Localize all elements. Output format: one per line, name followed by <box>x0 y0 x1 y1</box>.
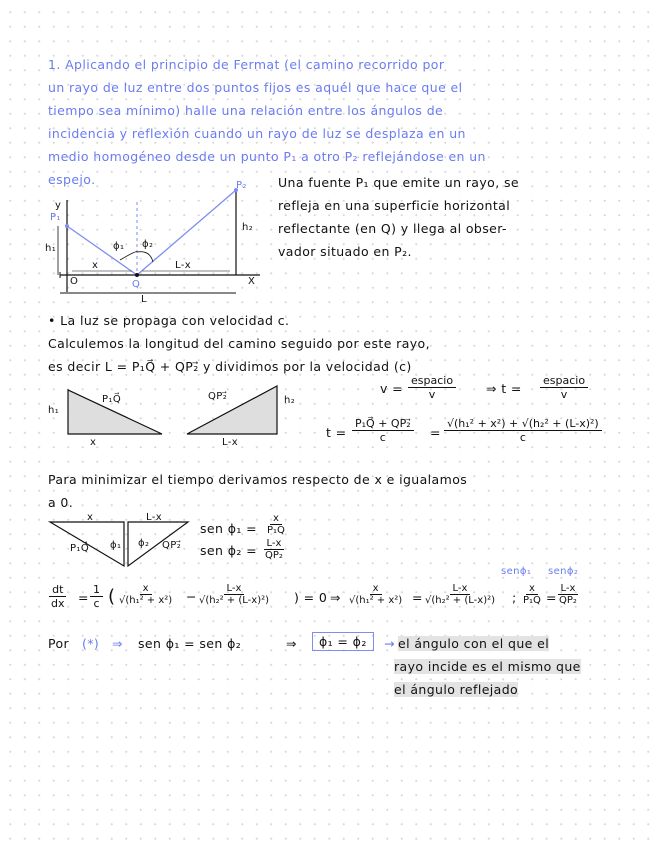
time-den: v <box>560 388 568 401</box>
time-eq-num1: P₁Q⃗ + QP₂⃗ <box>352 417 414 431</box>
deriv-eq2: = <box>412 590 423 605</box>
conclusion-implies-2: ⇒ <box>286 636 297 651</box>
fig2-phi2-label: ϕ₂ <box>138 538 150 549</box>
deriv-b-den: √(h₂² + (L-x)²) <box>199 595 269 606</box>
sen-phi2-num: L-x <box>264 538 285 550</box>
note-sen-phi1: senϕ₁ <box>501 566 532 577</box>
deriv-e-den: P₁Q <box>523 595 541 606</box>
dtdx-frac <box>48 583 68 610</box>
time-eq-den2: c <box>519 431 526 444</box>
triangle2-hyp-label: QP₂⃗ <box>208 391 228 402</box>
c-den: c <box>93 597 100 610</box>
triangle-qp2 <box>185 384 285 438</box>
conclusion-text-2: rayo incide es el mismo que <box>394 659 581 674</box>
fig1-origin-label: O <box>70 276 79 287</box>
fig1-q-label: Q <box>132 279 141 290</box>
deriv-e-num: x <box>526 583 538 595</box>
conclusion-ref: (*) <box>82 636 100 651</box>
deriv-minus: − <box>186 589 197 604</box>
fig1-phi1-label: ϕ₁ <box>113 241 125 252</box>
fig1-x-axis-label: X <box>248 276 256 287</box>
body-line-2: Calculemos la longitud del camino seguido por este rayo, <box>48 336 430 351</box>
time-eq-lhs: t = <box>326 425 347 440</box>
problem-line-2: un rayo de luz entre dos puntos fijos es aquél que hace que el <box>48 80 463 95</box>
fig2-x-label: x <box>87 512 94 523</box>
conclusion-implies-1: ⇒ <box>112 636 123 651</box>
conclusion-por: Por <box>48 636 70 651</box>
problem-line-4: incidencia y reflexión cuando un rayo de luz se desplaza en un <box>48 126 466 141</box>
sen-phi1-num: x <box>270 513 282 525</box>
problem-line-6: espejo. <box>48 172 96 187</box>
fig1-x-label: x <box>92 260 99 271</box>
time-eq-frac2 <box>444 417 602 444</box>
deriv-frac-e <box>520 583 544 606</box>
velocity-fraction <box>408 374 456 401</box>
deriv-frac-a <box>116 583 175 606</box>
deriv-frac-d <box>422 583 498 606</box>
note-sen-phi2: senϕ₂ <box>548 566 579 577</box>
fig1-h1-label: h₁ <box>45 243 57 254</box>
deriv-close: ) = 0 <box>294 590 328 605</box>
deriv-c-num: x <box>370 583 382 595</box>
fig1-lx-label: L-x <box>175 260 192 271</box>
deriv-semicolon: ; <box>512 590 517 605</box>
problem-line-1: 1. Aplicando el principio de Fermat (el camino recorrido por <box>48 57 445 72</box>
body-line-3: es decir L = P₁Q⃗ + QP₂⃗ y dividimos por la velocidad (c) <box>48 359 412 374</box>
conclusion-arrow: → <box>384 636 395 651</box>
conclusion-sen-eq: sen ϕ₁ = sen ϕ₂ <box>138 636 242 651</box>
velocity-den: v <box>428 388 436 401</box>
triangle1-h1-label: h₁ <box>48 405 60 416</box>
sen-phi2-den: QP₂ <box>265 550 283 561</box>
deriv-b-num: L-x <box>224 583 245 595</box>
deriv-frac-b <box>196 583 272 606</box>
dtdx-den: dx <box>51 597 65 610</box>
deriv-d-den: √(h₂² + (L-x)²) <box>425 595 495 606</box>
deriv-eq3: = <box>546 590 557 605</box>
problem-line-5: medio homogéneo desde un punto P₁ a otro P₂ reflejándose en un <box>48 149 486 164</box>
result-box: ϕ₁ = ϕ₂ <box>312 632 374 651</box>
one-num: 1 <box>90 583 103 597</box>
fig1-phi2-label: ϕ₂ <box>142 239 154 250</box>
body-line-1: • La luz se propaga con velocidad c. <box>48 313 290 328</box>
time-eq-equals: = <box>430 425 441 440</box>
intro-line-2: refleja en una superficie horizontal <box>278 198 511 213</box>
minimize-line-2: a 0. <box>48 495 74 510</box>
fig1-l-label: L <box>141 294 147 305</box>
fig2-phi1-label: ϕ₁ <box>110 540 122 551</box>
velocity-implies: ⇒ t = <box>486 381 522 396</box>
sen-phi1-frac <box>264 513 288 536</box>
deriv-implies: ⇒ <box>330 590 341 605</box>
sen-phi2-lhs: sen ϕ₂ = <box>200 543 258 558</box>
fig2-qp2-label: QP₂⃗ <box>162 540 182 551</box>
time-fraction <box>540 374 588 401</box>
triangle1-x-label: x <box>90 437 97 448</box>
deriv-open-paren: ( <box>108 586 116 607</box>
deriv-c-den: √(h₁² + x²) <box>349 595 403 606</box>
sen-phi2-frac <box>262 538 286 561</box>
triangle2-lx-label: L-x <box>222 437 239 448</box>
time-eq-den1: c <box>379 431 386 444</box>
intro-line-4: vador situado en P₂. <box>278 244 412 259</box>
deriv-f-num: L-x <box>558 583 579 595</box>
dtdx-num: dt <box>49 583 66 597</box>
time-num: espacio <box>540 374 588 388</box>
deriv-frac-c <box>346 583 405 606</box>
intro-line-3: reflectante (en Q) y llega al obser- <box>278 221 507 236</box>
conclusion-text-3: el ángulo reflejado <box>394 682 519 697</box>
deriv-d-num: L-x <box>450 583 471 595</box>
one-over-c-frac <box>90 583 103 610</box>
sen-phi1-lhs: sen ϕ₁ = <box>200 521 258 536</box>
fig1-h2-label: h₂ <box>242 222 254 233</box>
velocity-num: espacio <box>408 374 456 388</box>
fig1-p2-label: P₂ <box>236 180 247 191</box>
sen-phi1-den: P₁Q <box>267 525 285 536</box>
fig2-lx-label: L-x <box>146 512 163 523</box>
deriv-frac-f <box>556 583 580 606</box>
minimize-line-1: Para minimizar el tiempo derivamos respecto de x e igualamos <box>48 472 468 487</box>
deriv-a-den: √(h₁² + x²) <box>119 595 173 606</box>
deriv-f-den: QP₂ <box>559 595 577 606</box>
triangle2-h2-label: h₂ <box>284 395 296 406</box>
deriv-a-num: x <box>140 583 152 595</box>
conclusion-text-1: el ángulo con el que el <box>398 636 550 651</box>
fig2-p1q-label: P₁Q⃗ <box>70 543 90 554</box>
deriv-eq1: = <box>78 590 89 605</box>
time-eq-num2: √(h₁² + x²) + √(h₂² + (L-x)²) <box>444 417 602 431</box>
velocity-v: v = <box>380 381 404 396</box>
problem-line-3: tiempo sea mínimo) halle una relación entre los ángulos de <box>48 103 444 118</box>
triangle1-hyp-label: P₁Q⃗ <box>102 394 122 405</box>
intro-line-1: Una fuente P₁ que emite un rayo, se <box>278 175 519 190</box>
fig1-p1-label: P₁ <box>50 212 61 223</box>
time-eq-frac1 <box>352 417 414 444</box>
fig1-y-axis-label: y <box>55 200 62 211</box>
